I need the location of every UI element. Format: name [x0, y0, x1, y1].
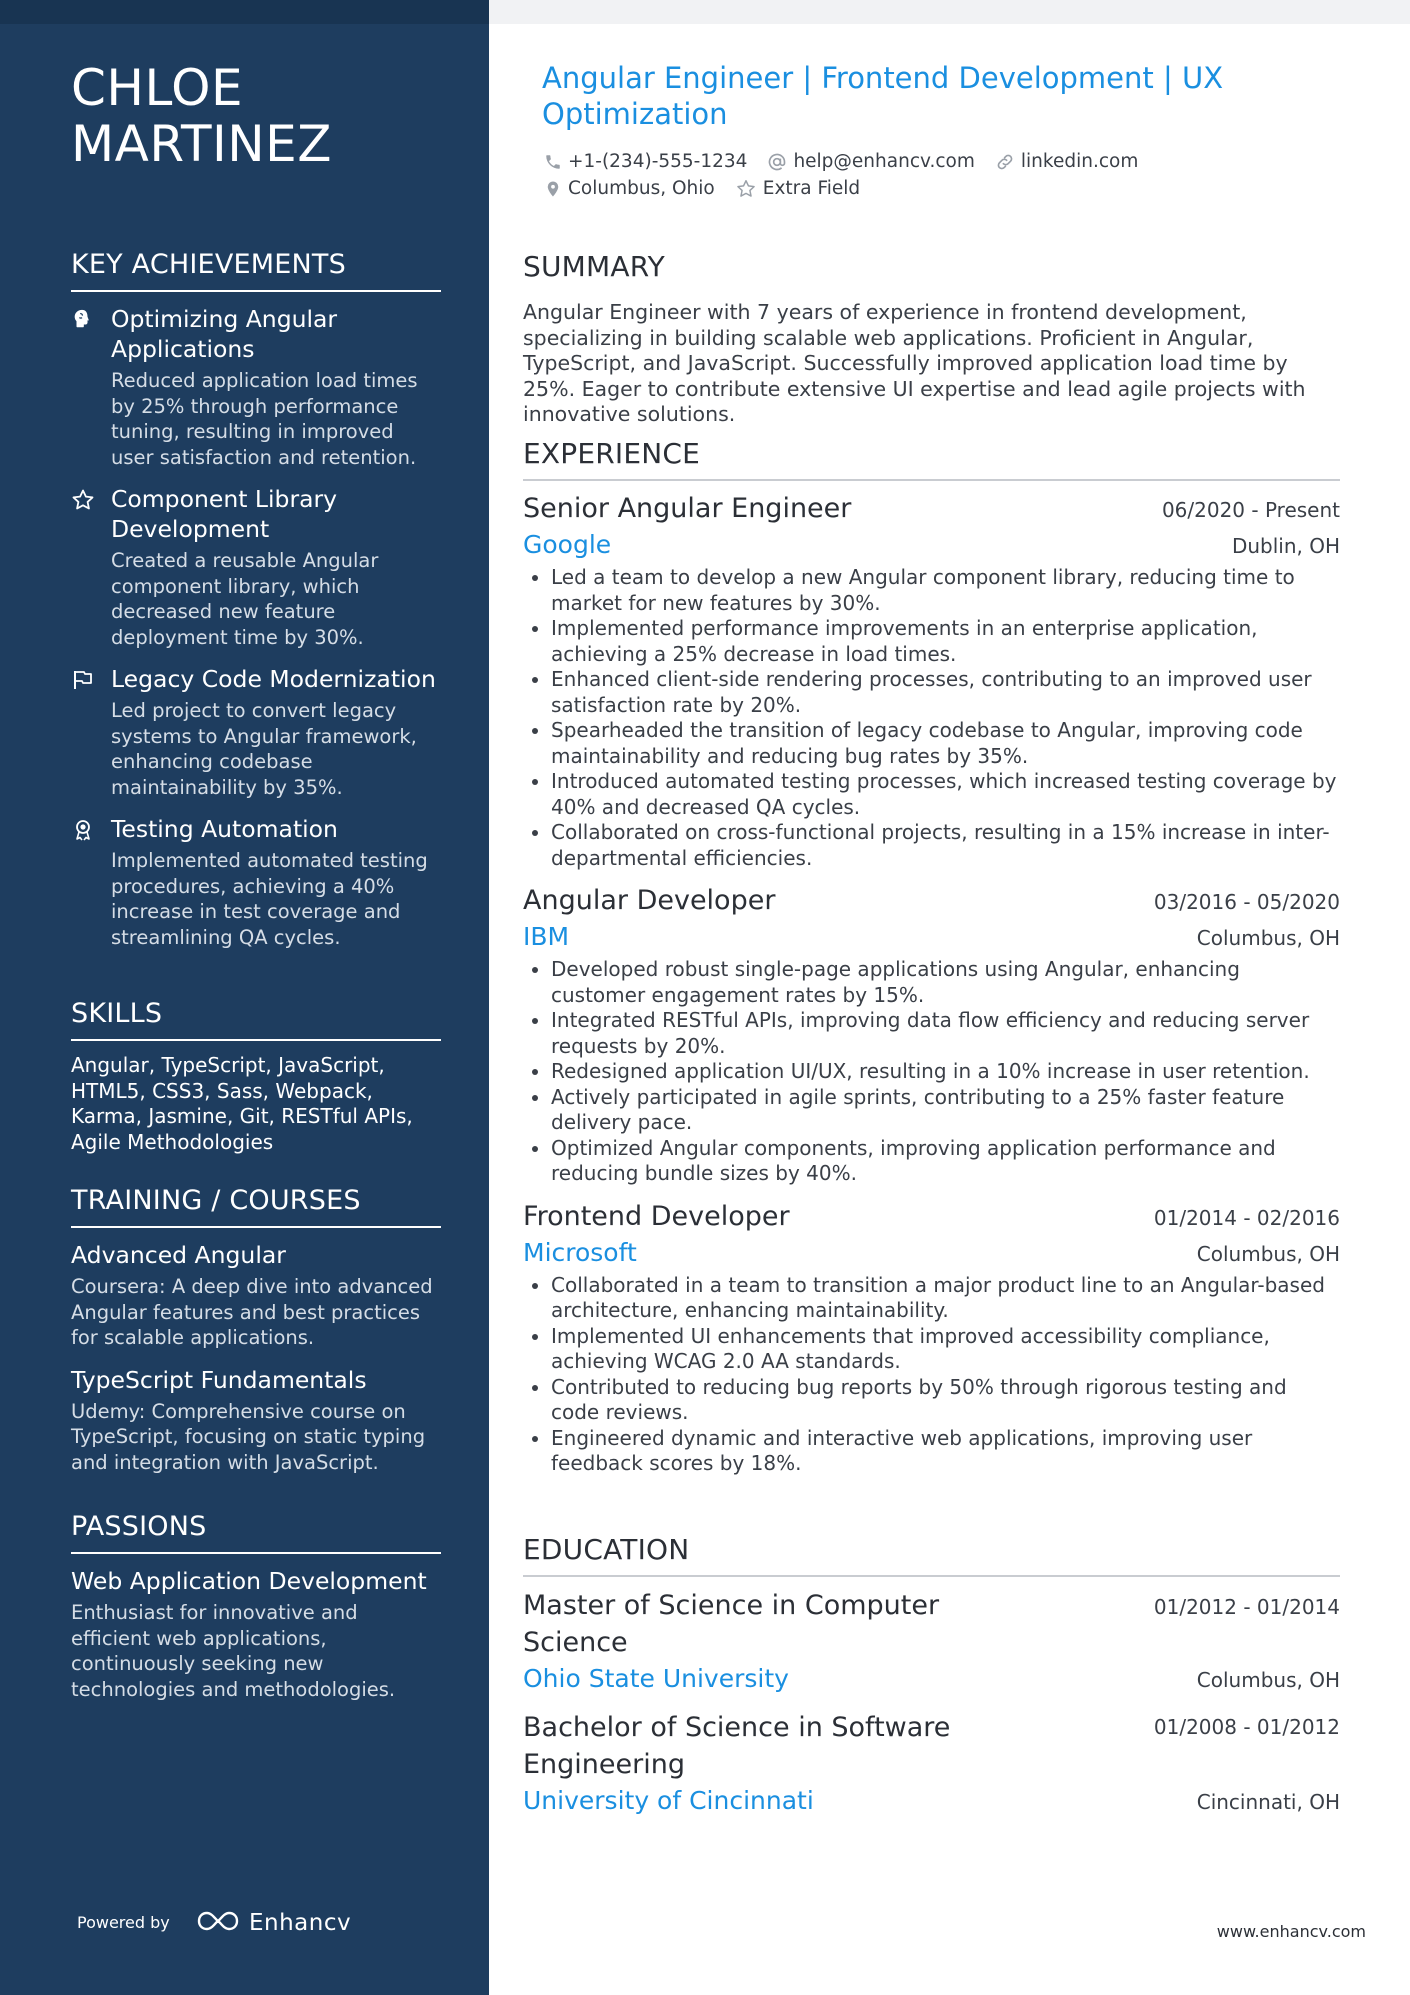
course-desc: Udemy: Comprehensive course on TypeScript, focusing on static typing and integration with JavaScript.: [71, 1399, 426, 1474]
at-icon: [767, 152, 787, 172]
job-title: Angular Developer: [523, 885, 776, 916]
achievement-item: [71, 664, 441, 800]
phone-text: +1-(234)-555-1234: [568, 151, 748, 172]
achievement-title: Legacy Code Modernization: [111, 665, 436, 693]
infinity-logo-icon: [195, 1908, 241, 1938]
training-heading: TRAINING / COURSES: [71, 1184, 441, 1228]
education-entry: [523, 1587, 1340, 1697]
job-title: Senior Angular Engineer: [523, 493, 852, 524]
job-bullet: • Collaborated in a team to transition a major product line to an Angular-based architecture, enhancing maintainability.: [551, 1273, 1340, 1324]
location-pin-icon: [544, 179, 562, 199]
job-bullets: [523, 565, 1340, 871]
passions-section: [71, 1510, 441, 1716]
achievement-desc: Created a reusable Angular component library, which decreased new feature deployment time by 30%.: [111, 549, 379, 649]
award-icon: [71, 818, 95, 842]
main-content: [489, 0, 1410, 1995]
contact-info: [544, 148, 1304, 202]
brain-icon: [71, 308, 95, 332]
summary-text: Angular Engineer with 7 years of experience in frontend development, specializing in building scalable web applications. Proficient in Angular, TypeScript, and JavaScript. Successfully improved application load time by 25%. Eager to contribute extensive UI expertise and lead agile projects with innovative solutions.: [523, 300, 1306, 426]
contact-location: [544, 178, 715, 199]
job-bullet: • Implemented performance improvements in an enterprise application, achieving a 25% decrease in load times.: [551, 616, 1340, 667]
school-name: Ohio State University: [523, 1664, 789, 1693]
job-bullet: • Integrated RESTful APIs, improving data flow efficiency and reducing server requests by 20%.: [551, 1008, 1340, 1059]
headline: Angular Engineer | Frontend Development | UX Optimization: [542, 61, 1224, 131]
enhancv-logo[interactable]: [195, 1903, 351, 1943]
job-bullet: • Engineered dynamic and interactive web applications, improving user feedback scores by 18%.: [551, 1426, 1340, 1477]
contact-phone[interactable]: [544, 151, 747, 172]
job-bullet: • Redesigned application UI/UX, resulting in a 10% increase in user retention.: [551, 1059, 1340, 1085]
achievement-title: Testing Automation: [111, 815, 338, 843]
linkedin-text: linkedin.com: [1020, 151, 1139, 172]
education-section: [523, 1533, 1340, 1831]
name-line-2: MARTINEZ: [71, 115, 332, 173]
contact-linkedin[interactable]: [995, 151, 1138, 172]
job-entry: [523, 491, 1340, 871]
education-dates: 01/2012 - 01/2014: [1153, 1595, 1340, 1619]
job-bullet: • Optimized Angular components, improving application performance and reducing bundle sizes by 40%.: [551, 1136, 1340, 1187]
job-entry: [523, 1199, 1340, 1477]
main-top-strip: [489, 0, 1410, 24]
training-section: [71, 1184, 441, 1489]
job-bullet: • Developed robust single-page applications using Angular, enhancing customer engagement rates by 15%.: [551, 957, 1340, 1008]
achievements-section: [71, 248, 441, 964]
job-company: Google: [523, 530, 612, 559]
achievements-heading: KEY ACHIEVEMENTS: [71, 248, 441, 292]
achievement-desc: Reduced application load times by 25% through performance tuning, resulting in improved user satisfaction and retention.: [111, 369, 418, 469]
summary-heading: SUMMARY: [523, 250, 665, 283]
email-text: help@enhancv.com: [793, 151, 975, 172]
passion-desc: Enthusiast for innovative and efficient web applications, continuously seeking new technologies and methodologies.: [71, 1601, 396, 1701]
job-entry: [523, 883, 1340, 1187]
passions-heading: PASSIONS: [71, 1510, 441, 1554]
link-icon: [995, 152, 1015, 172]
summary-section: [523, 250, 1340, 428]
footer-url[interactable]: www.enhancv.com: [1216, 1922, 1366, 1941]
job-bullet: • Implemented UI enhancements that improved accessibility compliance, achieving WCAG 2.0 AA standards.: [551, 1324, 1340, 1375]
school-name: University of Cincinnati: [523, 1786, 814, 1815]
contact-row: [544, 175, 1304, 202]
job-location: Columbus, OH: [1196, 926, 1340, 950]
job-bullet: • Contributed to reducing bug reports by 50% through rigorous testing and code reviews.: [551, 1375, 1340, 1426]
achievement-title: Optimizing Angular Applications: [111, 305, 338, 363]
course-title: TypeScript Fundamentals: [71, 1365, 367, 1394]
achievement-item: [71, 484, 441, 650]
passion-item: [71, 1566, 441, 1702]
sidebar-top-strip: [0, 0, 489, 24]
job-company: IBM: [523, 922, 570, 951]
job-bullet: • Introduced automated testing processes, which increased testing coverage by 40% and decreased QA cycles.: [551, 769, 1340, 820]
job-dates: 01/2014 - 02/2016: [1153, 1205, 1340, 1230]
job-bullet: • Enhanced client-side rendering processes, contributing to an improved user satisfaction rate by 20%.: [551, 667, 1340, 718]
course-title: Advanced Angular: [71, 1241, 286, 1269]
job-location: Columbus, OH: [1196, 1241, 1340, 1266]
course-item: [71, 1240, 441, 1351]
candidate-name: [71, 60, 332, 172]
school-location: Cincinnati, OH: [1196, 1790, 1340, 1814]
achievement-item: [71, 304, 441, 470]
experience-section: [523, 437, 1340, 1489]
school-location: Columbus, OH: [1196, 1668, 1340, 1692]
achievement-item: [71, 814, 441, 950]
experience-heading: EXPERIENCE: [523, 437, 1340, 481]
job-bullet: • Collaborated on cross-functional projects, resulting in a 15% increase in inter-departmental efficiencies.: [551, 820, 1340, 871]
passion-title: Web Application Development: [71, 1567, 427, 1595]
education-heading: EDUCATION: [523, 1533, 1340, 1577]
job-bullet: • Spearheaded the transition of legacy codebase to Angular, improving code maintainability and reducing bug rates by 35%.: [551, 718, 1340, 769]
job-bullet: • Actively participated in agile sprints, contributing to a 25% faster feature delivery pace.: [551, 1085, 1340, 1136]
job-bullets: [523, 1273, 1340, 1477]
job-location: Dublin, OH: [1231, 534, 1340, 558]
achievement-desc: Implemented automated testing procedures, achieving a 40% increase in test coverage and streamlining QA cycles.: [111, 849, 428, 949]
job-dates: 03/2016 - 05/2020: [1153, 890, 1340, 914]
flag-icon: [71, 668, 95, 692]
contact-email[interactable]: [767, 151, 974, 172]
powered-by-label: Powered by: [77, 1913, 170, 1932]
job-dates: 06/2020 - Present: [1161, 498, 1340, 522]
skills-section: [71, 997, 441, 1155]
achievement-desc: Led project to convert legacy systems to Angular framework, enhancing codebase maintainability by 35%.: [111, 699, 417, 799]
extra-field-text: Extra Field: [762, 178, 861, 199]
job-bullet: • Led a team to develop a new Angular component library, reducing time to market for new features by 30%.: [551, 565, 1340, 616]
degree-title: Bachelor of Science in Software Engineering: [523, 1712, 951, 1780]
education-entry: [523, 1709, 1340, 1819]
education-dates: 01/2008 - 01/2012: [1153, 1715, 1340, 1739]
degree-title: Master of Science in Computer Science: [523, 1590, 940, 1658]
star-icon: [71, 488, 95, 512]
name-line-1: CHLOE: [71, 59, 244, 117]
skills-heading: SKILLS: [71, 997, 441, 1041]
course-item: [71, 1365, 441, 1476]
logo-text: Enhancv: [249, 1910, 352, 1936]
sidebar: [0, 0, 489, 1995]
contact-extra: [735, 178, 860, 200]
contact-row: [544, 148, 1304, 175]
skills-list: Angular, TypeScript, JavaScript, HTML5, CSS3, Sass, Webpack, Karma, Jasmine, Git, RESTful APIs, Agile Methodologies: [71, 1053, 413, 1154]
course-desc: Coursera: A deep dive into advanced Angular features and best practices for scalable applications.: [71, 1275, 433, 1349]
job-title: Frontend Developer: [523, 1200, 790, 1232]
achievement-title: Component Library Development: [111, 485, 338, 543]
job-company: Microsoft: [523, 1237, 637, 1267]
star-outline-icon: [735, 178, 757, 200]
location-text: Columbus, Ohio: [568, 178, 715, 199]
job-bullets: [523, 957, 1340, 1187]
phone-icon: [544, 153, 562, 171]
